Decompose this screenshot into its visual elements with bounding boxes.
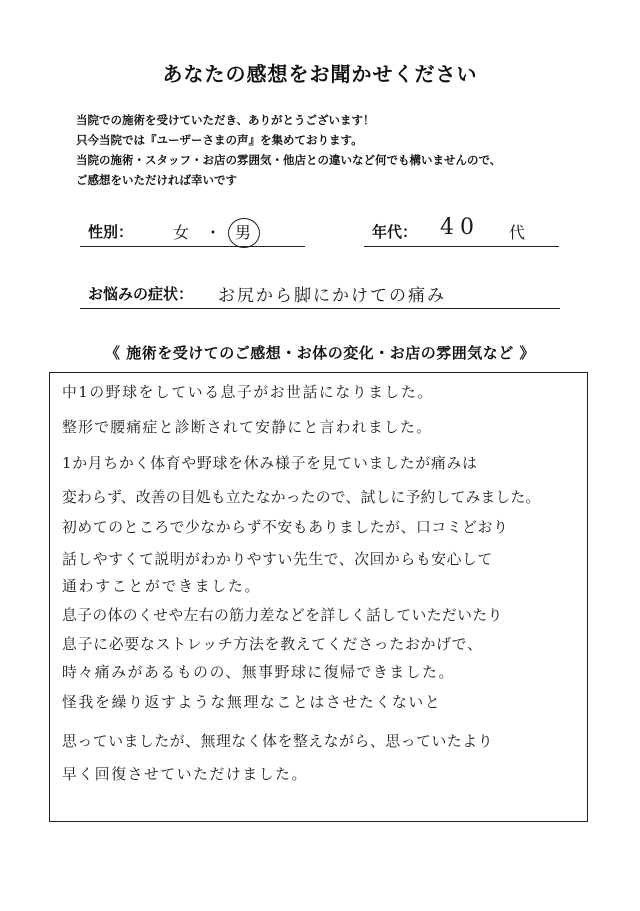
comment-line: 初めてのところで少なからず不安もありましたが、口コミどおり [62,519,509,536]
comments-heading: 《 施術を受けてのご感想・お体の変化・お店の雰囲気など 》 [105,344,535,362]
comment-line: 通わすことができました。 [62,578,262,595]
comment-line: 変わらず、改善の目処も立たなかったので、試しに予約してみました。 [62,489,541,506]
selection-circle [228,218,260,248]
age-label: 年代： [372,223,418,241]
comment-line: 1か月ちかく体育や野球を休み様子を見ていましたが痛みは [62,455,478,472]
gender-underline [80,246,305,247]
symptoms-value[interactable]: お尻から脚にかけての痛み [218,286,446,306]
comments-box[interactable] [49,372,588,822]
intro-line: 只今当院では『ユーザーさまの声』を集めております。 [76,133,363,147]
comment-line: 早く回復させていただけました。 [62,766,308,783]
intro-line: 当院の施術・スタッフ・お店の雰囲気・他店との違いなど何でも構いませんので、 [76,153,502,167]
age-value[interactable]: 40 [440,215,480,240]
intro-text [76,110,596,190]
gender-option-female[interactable]: 女 [173,223,190,242]
symptoms-underline [80,308,560,309]
comment-line: 話しやすくて説明がわかりやすい先生で、次回からも安心して [62,551,493,568]
intro-line: 当院での施術を受けていただき、ありがとうございます！ [76,113,375,127]
comment-line: 整形で腰痛症と診断されて安静にと言われました。 [62,419,433,436]
age-unit: 代 [509,223,526,242]
page-title: あなたの感想をお聞かせください [162,62,478,86]
age-underline [364,246,559,247]
comment-line: 中1の野球をしている息子がお世話になりました。 [62,384,434,401]
symptoms-label: お悩みの症状： [88,285,194,303]
gender-label: 性別： [88,223,134,241]
comment-line: 時々痛みがあるものの、無事野球に復帰できました。 [62,664,455,681]
intro-line: ご感想をいただければ幸いです [76,173,237,187]
gender-separator: ・ [205,223,222,242]
comment-line: 怪我を繰り返すような無理なことはさせたくないと [62,694,442,711]
comment-line: 息子に必要なストレッチ方法を教えてくださったおかげで、 [62,636,483,653]
gender-option-male[interactable]: 男 [235,223,252,242]
comment-line: 思っていましたが、無理なく体を整えながら、思っていたより [62,733,494,750]
comment-line: 息子の体のくせや左右の筋力差などを詳しく話していただいたり [62,607,503,624]
